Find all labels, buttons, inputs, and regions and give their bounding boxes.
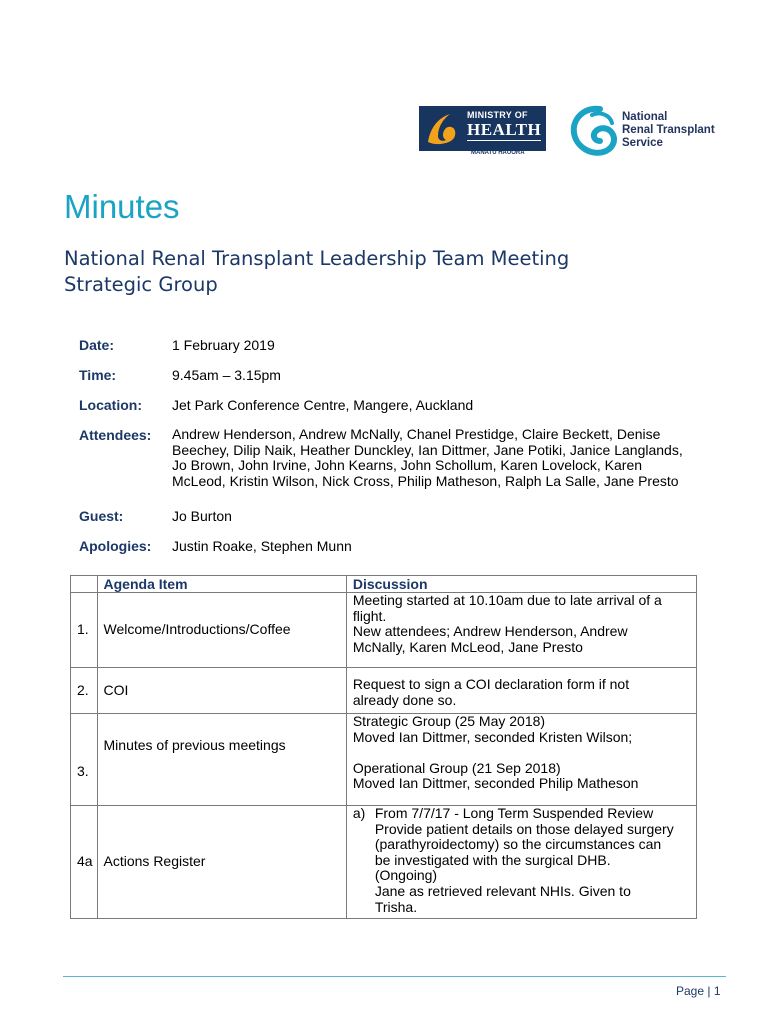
row-agenda-item: Minutes of previous meetings xyxy=(97,714,346,806)
discussion-line: Strategic Group (25 May 2018) xyxy=(352,713,546,729)
date-value: 1 February 2019 xyxy=(172,337,275,353)
document-title: Minutes xyxy=(64,188,180,225)
nrts-swirl-icon xyxy=(570,103,622,159)
discussion-line xyxy=(353,806,690,822)
table-row xyxy=(71,714,697,806)
discussion-line: McNally, Karen McLeod, Jane Presto xyxy=(352,638,583,655)
footer-divider xyxy=(63,976,726,977)
subtitle-line2: Strategic Group xyxy=(64,273,218,296)
location-value: Jet Park Conference Centre, Mangere, Auckland xyxy=(172,397,474,413)
row-agenda-item: Welcome/Introductions/Coffee xyxy=(97,593,346,668)
table-row xyxy=(71,668,697,714)
row-discussion xyxy=(346,593,696,668)
attendees-line: Andrew Henderson, Andrew McNally, Chanel Prestidge, Claire Beckett, Denise xyxy=(172,426,661,442)
discussion-line: flight. xyxy=(352,607,387,624)
location-label: Location: xyxy=(79,397,142,413)
row-number: 3. xyxy=(71,714,98,806)
row-agenda-item: Actions Register xyxy=(97,806,346,919)
nrts-logo xyxy=(570,103,730,159)
header-discussion: Discussion xyxy=(346,576,696,593)
discussion-line: (parathyroidectomy) so the circumstances can xyxy=(374,836,662,853)
page-label: Page | xyxy=(676,984,711,998)
row-number: 1. xyxy=(71,593,98,668)
discussion-line: already done so. xyxy=(352,691,457,708)
header-agenda-item: Agenda Item xyxy=(97,576,346,593)
ministry-logo-line2: HEALTH xyxy=(467,120,542,139)
koru-emblem-icon xyxy=(424,110,460,146)
discussion-text: From 7/7/17 - Long Term Suspended Review xyxy=(374,805,654,821)
attendees-line: Jo Brown, John Irvine, John Kearns, John Schollum, Karen Lovelock, Karen xyxy=(172,457,643,473)
subtitle-line1: National Renal Transplant Leadership Team Meeting xyxy=(64,247,570,270)
discussion-line: Jane as retrieved relevant NHIs. Given to xyxy=(374,882,631,899)
header-number-cell xyxy=(71,576,98,593)
discussion-line: (Ongoing) xyxy=(374,867,438,884)
nrts-logo-text xyxy=(622,111,715,150)
apologies-value: Justin Roake, Stephen Munn xyxy=(172,538,352,554)
discussion-line: Operational Group (21 Sep 2018) xyxy=(352,759,561,776)
row-number: 2. xyxy=(71,668,98,714)
ministry-logo-panel xyxy=(419,106,546,151)
apologies-label: Apologies: xyxy=(79,538,152,554)
row-discussion xyxy=(346,714,696,806)
ministry-logo-line3: MANATŪ HAUORA xyxy=(471,150,525,156)
list-marker: a) xyxy=(352,805,366,821)
page-value: 1 xyxy=(713,984,721,998)
agenda-header-row xyxy=(71,576,697,593)
table-row xyxy=(71,593,697,668)
discussion-line: Trisha. xyxy=(374,898,418,915)
ministry-of-health-logo xyxy=(419,106,546,156)
discussion-line: New attendees; Andrew Henderson, Andrew xyxy=(352,623,628,640)
attendees-label: Attendees: xyxy=(79,427,152,443)
discussion-line: Provide patient details on those delayed surgery xyxy=(374,820,674,837)
guest-value: Jo Burton xyxy=(172,508,232,524)
agenda-table xyxy=(70,575,697,919)
document-subtitle xyxy=(64,246,569,298)
table-row xyxy=(71,806,697,919)
attendees-line: Beechey, Dilip Naik, Heather Dunckley, Ian Dittmer, Jane Potiki, Janice Langlands, xyxy=(172,441,683,458)
nrts-logo-line1: National xyxy=(622,111,668,123)
nrts-logo-line2: Renal Transplant xyxy=(622,124,715,136)
guest-label: Guest: xyxy=(79,508,124,524)
attendees-line: McLeod, Kristin Wilson, Nick Cross, Philip Matheson, Ralph La Salle, Jane Presto xyxy=(172,472,679,489)
row-number: 4a xyxy=(71,806,98,919)
discussion-line: Moved Ian Dittmer, seconded Kristen Wilson; xyxy=(352,728,633,745)
ministry-logo-line1: MINISTRY OF xyxy=(467,110,528,120)
discussion-line: Request to sign a COI declaration form if not xyxy=(352,676,630,692)
time-value: 9.45am – 3.15pm xyxy=(172,367,281,383)
row-discussion xyxy=(346,806,696,919)
row-discussion xyxy=(346,668,696,714)
discussion-line: Moved Ian Dittmer, seconded Philip Matheson xyxy=(352,775,639,792)
attendees-value xyxy=(172,427,683,489)
page-number xyxy=(676,984,721,998)
date-label: Date: xyxy=(79,337,115,353)
discussion-line: Meeting started at 10.10am due to late arrival of a xyxy=(352,592,662,608)
time-label: Time: xyxy=(79,367,117,383)
row-agenda-item: COI xyxy=(97,668,346,714)
nrts-logo-line3: Service xyxy=(622,137,663,149)
discussion-line: be investigated with the surgical DHB. xyxy=(374,851,611,868)
ministry-logo-rule xyxy=(467,140,541,141)
